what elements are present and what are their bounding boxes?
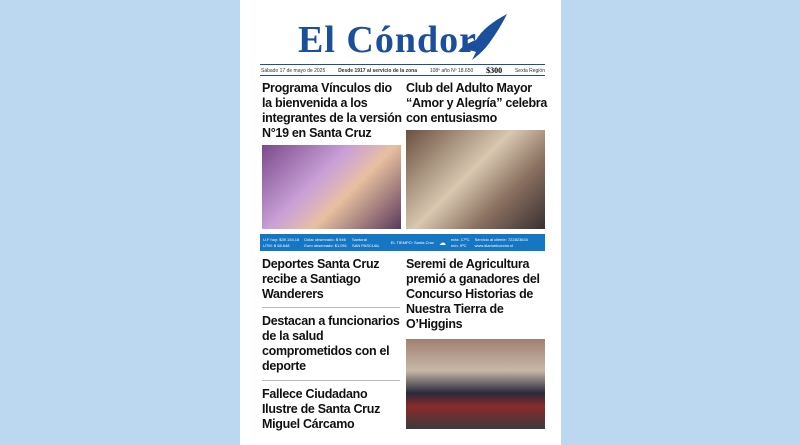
dolar-value: Dólar observado: $ 946 [304, 236, 346, 242]
santoral-label: Santoral [351, 236, 367, 242]
info-line [261, 66, 545, 75]
headline-seremi[interactable]: Seremi de Agricultura premió a ganadores del Concurso Historias de Nuestra Tierra de O’Higgins [406, 257, 540, 331]
info-bar [260, 234, 545, 251]
headline-funcionarios[interactable]: Destacan a funcionarios de la salud comprometidos con el deporte [262, 314, 400, 373]
temp-max: máx. 17ºC [451, 236, 470, 242]
utm-value: UTM: $ 68.648 [263, 242, 290, 248]
region: Sexta Región [514, 67, 545, 74]
temp-min: mín. 9ºC [451, 242, 467, 248]
divider [260, 75, 545, 76]
uf-value: U.F hoy: $39.154,18 [263, 236, 300, 242]
weather-label: EL TIEMPO: Santa Cruz [390, 239, 435, 245]
divider [262, 307, 400, 308]
website-link[interactable]: www.diarioelcondor.cl [474, 242, 514, 248]
masthead-logo: El Cóndor [298, 19, 477, 61]
issue-date: Sábado 17 de mayo de 2025 [261, 67, 326, 74]
phone: Servicio al cliente: 722823634 [474, 236, 528, 242]
headline-deportes[interactable]: Deportes Santa Cruz recibe a Santiago Wanderers [262, 257, 380, 301]
euro-value: Euro observado: $1.051 [304, 242, 347, 248]
price: $300 [486, 66, 503, 75]
headline-adulto-mayor[interactable]: Club del Adulto Mayor “Amor y Alegría” celebra con entusiasmo [406, 81, 548, 125]
santoral-value: SAN PASCUAL [351, 242, 380, 248]
newspaper-page [240, 0, 561, 445]
headline-vinculos[interactable]: Programa Vínculos dio la bienvenida a los integrantes de la versión N°19 en Santa Cruz [262, 81, 402, 140]
photo-vinculos[interactable] [262, 145, 401, 229]
photo-seremi[interactable] [406, 339, 545, 429]
tagline: Desde 1917 al servicio de la zona [338, 67, 417, 74]
headline-fallece[interactable]: Fallece Ciudadano Ilustre de Santa Cruz Miguel Cárcamo [262, 387, 381, 431]
condor-icon [452, 12, 512, 62]
photo-adulto-mayor[interactable] [406, 130, 545, 229]
edition: 108º año Nº 18.650 [429, 67, 474, 74]
cloud-icon: ☁ [439, 239, 447, 247]
article-adulto-mayor [406, 81, 548, 229]
divider [262, 380, 400, 381]
article-vinculos [262, 81, 404, 229]
divider [260, 64, 545, 65]
